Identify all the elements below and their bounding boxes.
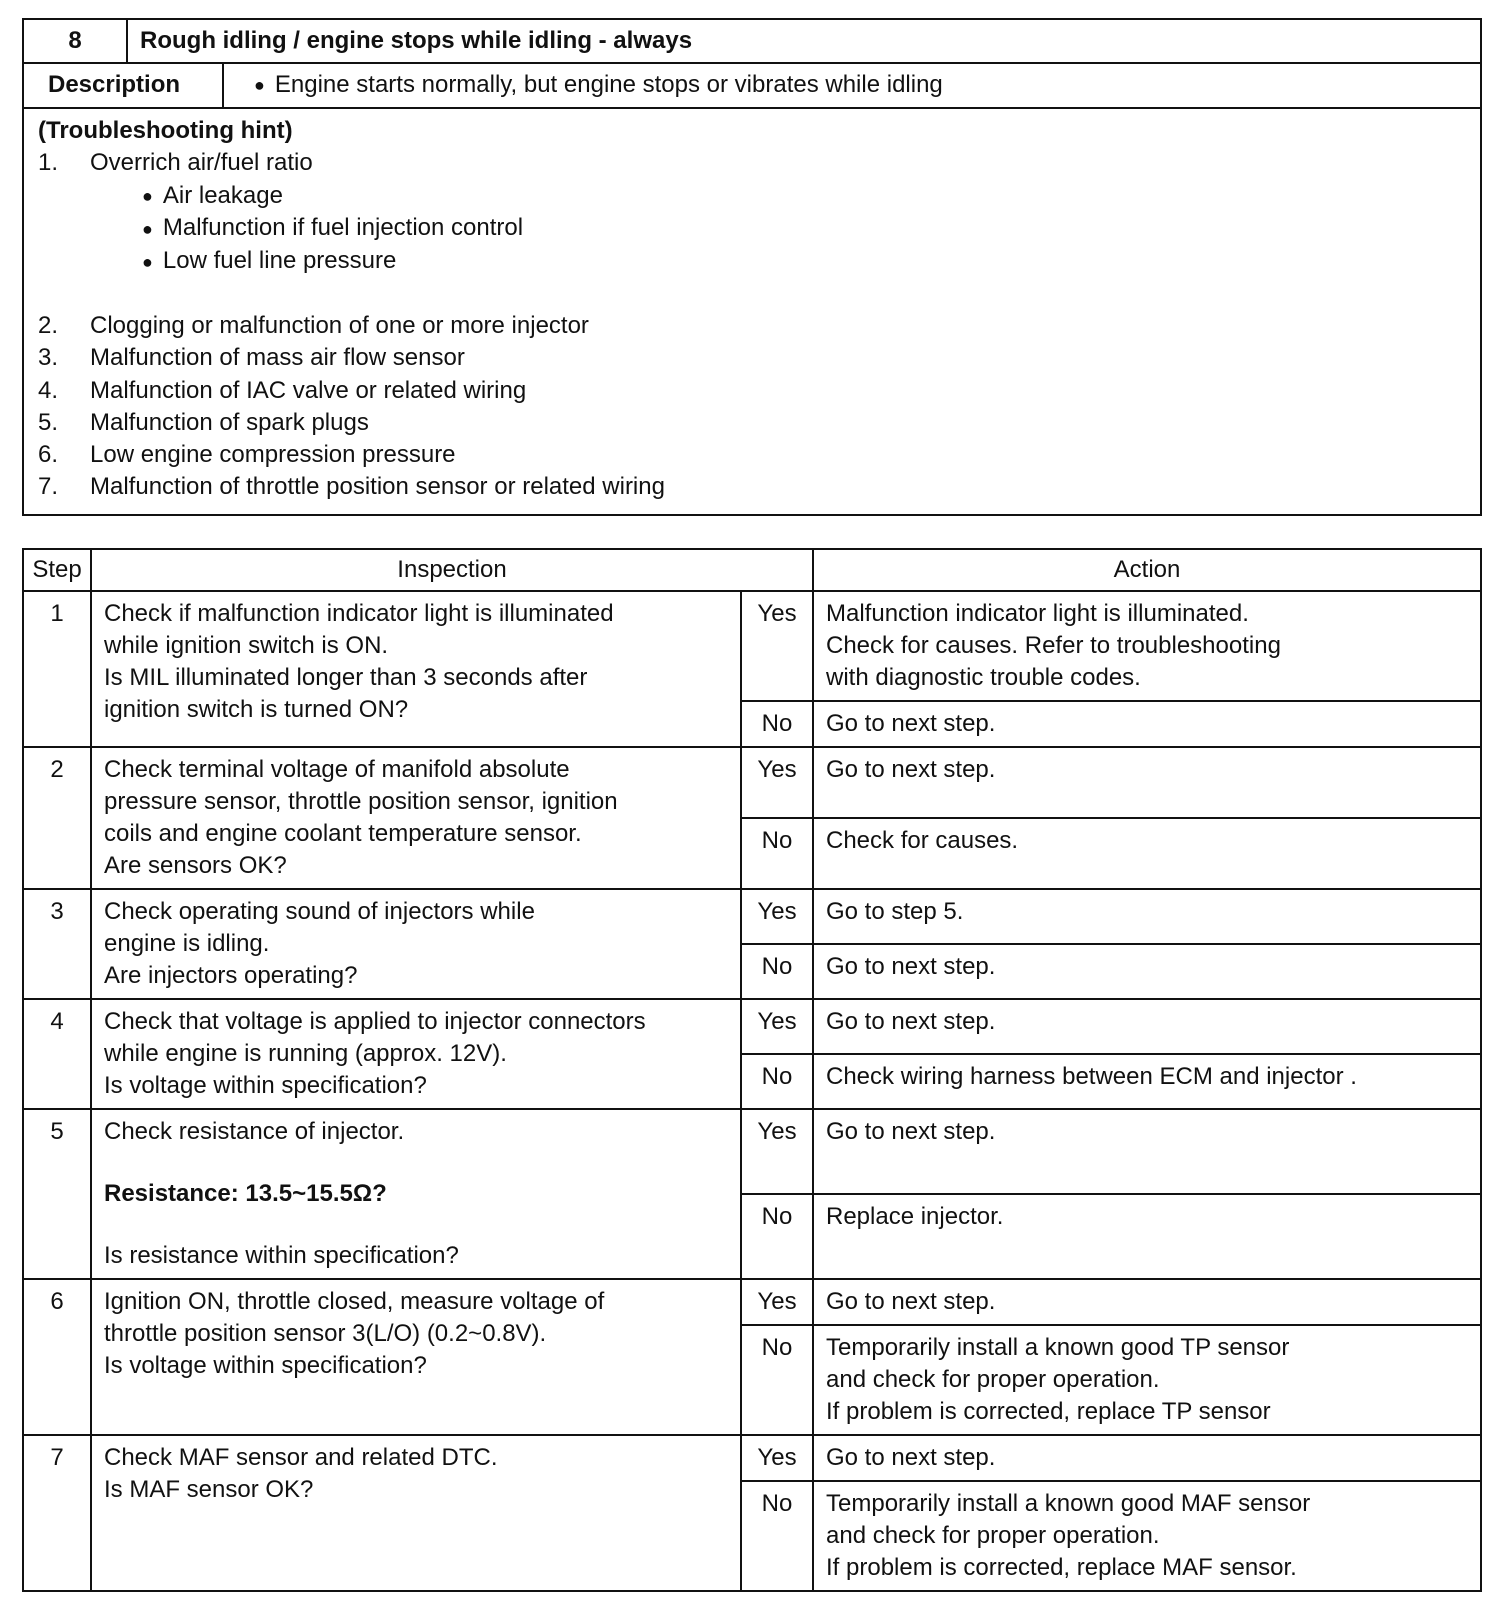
hint-number: 5. — [38, 408, 59, 436]
step-number: 1 — [23, 591, 91, 747]
no-label: No — [741, 1054, 813, 1109]
description-value: Engine starts normally, but engine stops or vibrates while idling — [274, 71, 943, 98]
inspection-cell — [91, 889, 741, 999]
description-row — [24, 64, 1480, 109]
action-line: Malfunction indicator light is illuminated. — [826, 599, 1249, 627]
specification-value: Resistance: 13.5~15.5Ω? — [104, 1179, 387, 1207]
yes-label: Yes — [741, 889, 813, 944]
inspection-line: Check if malfunction indicator light is illuminated — [104, 599, 614, 627]
yes-action — [813, 747, 1481, 818]
step-number: 2 — [23, 747, 91, 889]
action-line: Go to next step. — [826, 1287, 996, 1315]
table-row — [23, 889, 1481, 944]
action-line: Check for causes. — [826, 826, 1019, 854]
hints-title: (Troubleshooting hint) — [38, 117, 293, 144]
inspection-line: Is voltage within specification? — [104, 1351, 427, 1379]
spacer — [104, 1210, 728, 1240]
action-line: If problem is corrected, replace TP sensor — [826, 1397, 1271, 1425]
hint-item — [38, 471, 1480, 503]
bullet-icon: ● — [142, 218, 153, 239]
inspection-line: while engine is running (approx. 12V). — [104, 1039, 507, 1067]
hint-number: 7. — [38, 473, 59, 501]
hint-item — [38, 147, 1480, 179]
hint-number: 4. — [38, 376, 59, 404]
hint-bullet — [142, 245, 1480, 278]
action-line: Check wiring harness between ECM and injector . — [826, 1062, 1357, 1090]
inspection-line: Are sensors OK? — [104, 851, 287, 879]
no-action — [813, 818, 1481, 889]
inspection-cell — [91, 747, 741, 889]
symptom-number: 8 — [24, 20, 128, 62]
no-label: No — [741, 1194, 813, 1279]
document — [22, 18, 1482, 1592]
hint-number: 6. — [38, 441, 59, 469]
hint-bullet-text: Malfunction if fuel injection control — [162, 214, 524, 242]
inspection-line: pressure sensor, throttle position sensor, ignition — [104, 787, 618, 815]
inspection-line: throttle position sensor 3(L/O) (0.2~0.8V). — [104, 1319, 547, 1347]
action-line: Go to next step. — [826, 1117, 996, 1145]
yes-label: Yes — [741, 1279, 813, 1325]
action-line: Temporarily install a known good TP sensor — [826, 1333, 1290, 1361]
yes-label: Yes — [741, 1435, 813, 1481]
inspection-line: engine is idling. — [104, 929, 270, 957]
inspection-line: while ignition switch is ON. — [104, 631, 389, 659]
inspection-line: Check MAF sensor and related DTC. — [104, 1443, 498, 1471]
table-header-row — [23, 549, 1481, 591]
inspection-line: ignition switch is turned ON? — [104, 695, 409, 723]
spacer — [104, 1148, 728, 1178]
inspection-line: Is voltage within specification? — [104, 1071, 427, 1099]
no-label: No — [741, 944, 813, 999]
yes-action — [813, 1435, 1481, 1481]
step-number: 4 — [23, 999, 91, 1109]
inspection-line: Ignition ON, throttle closed, measure voltage of — [104, 1287, 605, 1315]
action-line: and check for proper operation. — [826, 1365, 1160, 1393]
no-action — [813, 701, 1481, 747]
description-label: Description — [24, 64, 224, 107]
yes-action — [813, 591, 1481, 701]
action-line: Check for causes. Refer to troubleshooting — [826, 631, 1281, 659]
no-label: No — [741, 1481, 813, 1591]
action-line: Go to next step. — [826, 709, 996, 737]
no-label: No — [741, 818, 813, 889]
table-row — [23, 1279, 1481, 1325]
yes-action — [813, 999, 1481, 1054]
bullet-icon: ● — [142, 186, 153, 207]
step-number: 3 — [23, 889, 91, 999]
no-label: No — [741, 701, 813, 747]
yes-action — [813, 889, 1481, 944]
hint-text: Malfunction of throttle position sensor or related wiring — [90, 473, 665, 501]
description-text — [224, 64, 1480, 107]
bullet-icon: ● — [142, 251, 153, 272]
hint-text: Low engine compression pressure — [90, 441, 456, 469]
inspection-cell — [91, 1279, 741, 1435]
inspection-line: Is resistance within specification? — [104, 1241, 459, 1269]
inspection-line: Are injectors operating? — [104, 961, 358, 989]
hint-item — [38, 439, 1480, 471]
yes-label: Yes — [741, 1109, 813, 1194]
step-number: 6 — [23, 1279, 91, 1435]
action-line: Go to next step. — [826, 1007, 996, 1035]
step-number: 5 — [23, 1109, 91, 1279]
header-action: Action — [813, 549, 1481, 591]
yes-action — [813, 1109, 1481, 1194]
hint-bullet-text: Air leakage — [162, 181, 283, 209]
yes-label: Yes — [741, 999, 813, 1054]
step-number: 7 — [23, 1435, 91, 1591]
action-line: Go to step 5. — [826, 897, 964, 925]
hint-text: Clogging or malfunction of one or more injector — [90, 311, 589, 339]
hint-item — [38, 342, 1480, 374]
inspection-cell — [91, 591, 741, 747]
hint-bullet-text: Low fuel line pressure — [162, 247, 397, 275]
hint-item — [38, 310, 1480, 342]
action-line: Replace injector. — [826, 1202, 1004, 1230]
header-inspection: Inspection — [91, 549, 813, 591]
inspection-cell — [91, 1435, 741, 1591]
hint-bullet — [142, 212, 1480, 245]
table-row — [23, 1435, 1481, 1481]
hint-number: 2. — [38, 311, 59, 339]
yes-label: Yes — [741, 747, 813, 818]
hint-text: Malfunction of mass air flow sensor — [90, 344, 465, 372]
no-label: No — [741, 1325, 813, 1435]
no-action — [813, 1481, 1481, 1591]
hint-text: Malfunction of spark plugs — [90, 408, 369, 436]
hint-bullet-list — [38, 180, 1480, 278]
inspection-line: Check operating sound of injectors while — [104, 897, 535, 925]
action-line: Go to next step. — [826, 1443, 996, 1471]
inspection-cell — [91, 1109, 741, 1279]
inspection-line: coils and engine coolant temperature sensor. — [104, 819, 582, 847]
action-line: and check for proper operation. — [826, 1521, 1160, 1549]
inspection-line: Check resistance of injector. — [104, 1117, 405, 1145]
hint-bullet — [142, 180, 1480, 213]
action-line: with diagnostic trouble codes. — [826, 663, 1141, 691]
bullet-icon: ● — [254, 75, 265, 96]
yes-action — [813, 1279, 1481, 1325]
action-line: Go to next step. — [826, 755, 996, 783]
hint-item — [38, 407, 1480, 439]
troubleshooting-hints — [24, 109, 1480, 514]
hint-number: 1. — [38, 149, 59, 177]
title-row — [24, 20, 1480, 64]
table-body — [23, 591, 1481, 1591]
hint-text: Malfunction of IAC valve or related wiring — [90, 376, 527, 404]
inspection-line: Is MAF sensor OK? — [104, 1475, 314, 1503]
info-block — [22, 18, 1482, 516]
table-row — [23, 1109, 1481, 1194]
header-step: Step — [23, 549, 91, 591]
spacer — [38, 278, 1480, 310]
inspection-line: Is MIL illuminated longer than 3 seconds after — [104, 663, 588, 691]
table-row — [23, 591, 1481, 701]
table-row — [23, 747, 1481, 818]
inspection-line: Check that voltage is applied to injector connectors — [104, 1007, 646, 1035]
table-row — [23, 999, 1481, 1054]
symptom-title: Rough idling / engine stops while idling - always — [140, 27, 693, 54]
hint-item — [38, 375, 1480, 407]
no-action — [813, 1325, 1481, 1435]
inspection-line: Check terminal voltage of manifold absolute — [104, 755, 570, 783]
hint-text: Overrich air/fuel ratio — [90, 149, 313, 177]
no-action — [813, 944, 1481, 999]
yes-label: Yes — [741, 591, 813, 701]
hint-number: 3. — [38, 344, 59, 372]
no-action — [813, 1194, 1481, 1279]
action-line: Go to next step. — [826, 952, 996, 980]
action-line: Temporarily install a known good MAF sensor — [826, 1489, 1311, 1517]
inspection-table — [22, 548, 1482, 1592]
inspection-cell — [91, 999, 741, 1109]
no-action — [813, 1054, 1481, 1109]
action-line: If problem is corrected, replace MAF sensor. — [826, 1553, 1297, 1581]
